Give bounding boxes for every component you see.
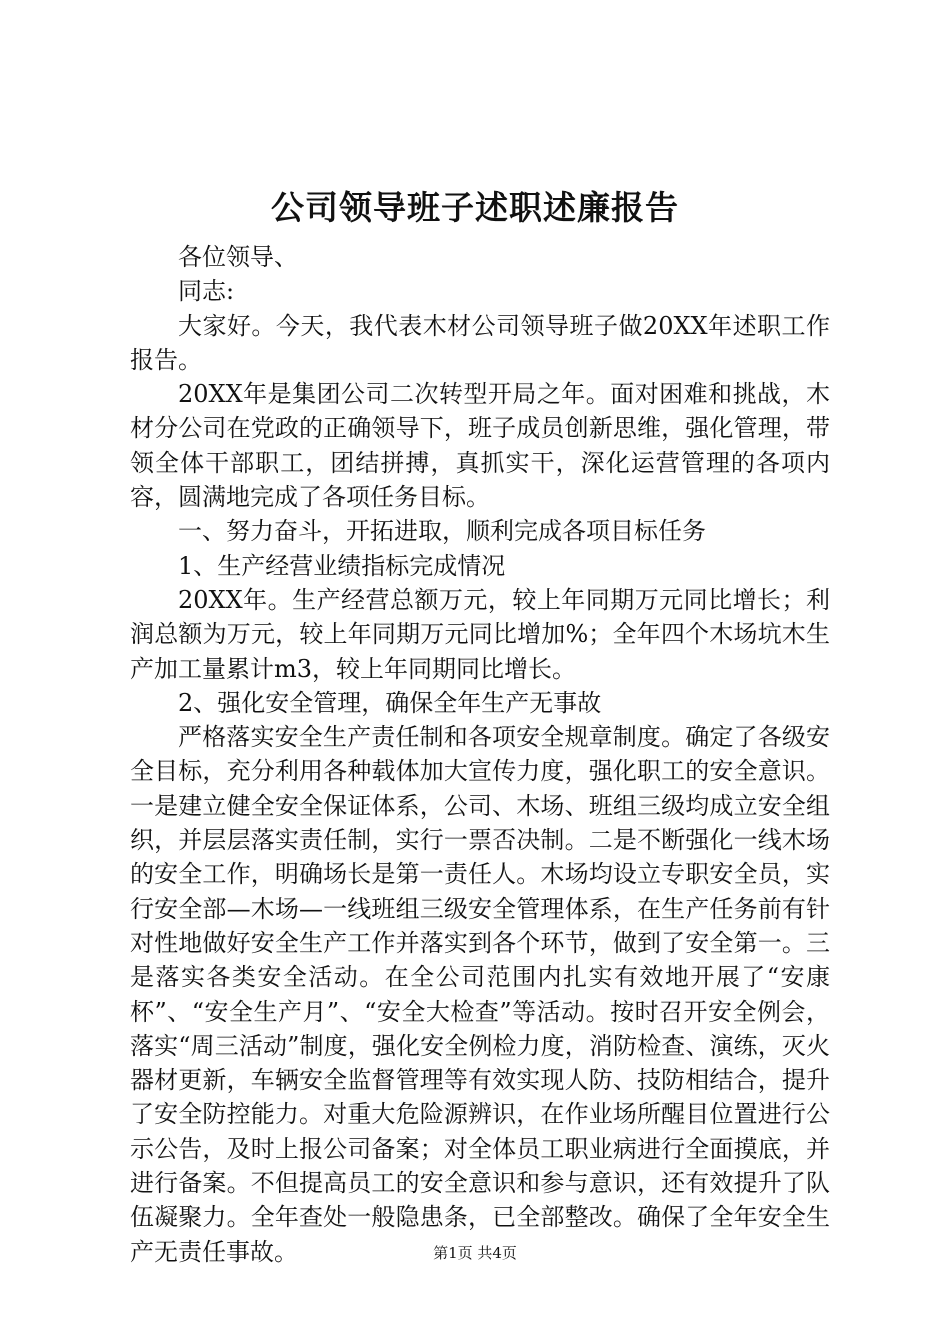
body-paragraph: 大家好。今天，我代表木材公司领导班子做20XX年述职工作报告。 [130,311,830,374]
section-heading: 一、努力奋斗，开拓进取，顺利完成各项目标任务 [178,517,706,546]
body-paragraph: 20XX年是集团公司二次转型开局之年。面对困难和挑战，木材分公司在党政的正确领导下，班子成员创新思维，强化管理，带领全体干部职工，团结拼搏，真抓实干，深化运营管理的各项内容，圆满地完成了各项任务目标。 [130,380,830,512]
page-number-footer: 第1页 共4页 [433,1244,517,1262]
subsection-heading: 2、强化安全管理，确保全年生产无事故 [178,688,602,717]
document-body [130,240,830,1269]
body-paragraph: 20XX年。生产经营总额万元，较上年同期万元同比增长；利润总额为万元，较上年同期万元同比增加%；全年四个木场坑木生产加工量累计m3，较上年同期同比增长。 [130,585,830,683]
salutation-paragraph: 各位领导、 [178,243,298,271]
document-title: 公司领导班子述职述廉报告 [271,188,679,227]
salutation-paragraph: 同志: [178,277,235,306]
body-paragraph: 严格落实安全生产责任制和各项安全规章制度。确定了各级安全目标，充分利用各种载体加大宣传力度，强化职工的安全意识。一是建立健全安全保证体系，公司、木场、班组三级均成立安全组织，并层层落实责任制，实行一票否决制。二是不断强化一线木场的安全工作，明确场长是第一责任人。木场均设立专职安全员，实行安全部—木场—一线班组三级安全管理体系，在生产任务前有针对性地做好安全生产工作并落实到各个环节，做到了安全第一。三是落实各类安全活动。在全公司范围内扎实有效地开展了“安康杯”、“安全生产月”、“安全大检查”等活动。按时召开安全例会，落实“周三活动”制度，强化安全例检力度，消防检查、演练，灭火器材更新，车辆安全监督管理等有效实现人防、技防相结合，提升了安全防控能力。对重大危险源辨识，在作业场所醒目位置进行公示公告，及时上报公司备案；对全体员工职业病进行全面摸底，并进行备案。不但提高员工的安全意识和参与意识，还有效提升了队伍凝聚力。全年查处一般隐患条，已全部整改。确保了全年安全生产无责任事故。 [130,723,830,1266]
subsection-heading: 1、生产经营业绩指标完成情况 [178,551,506,580]
